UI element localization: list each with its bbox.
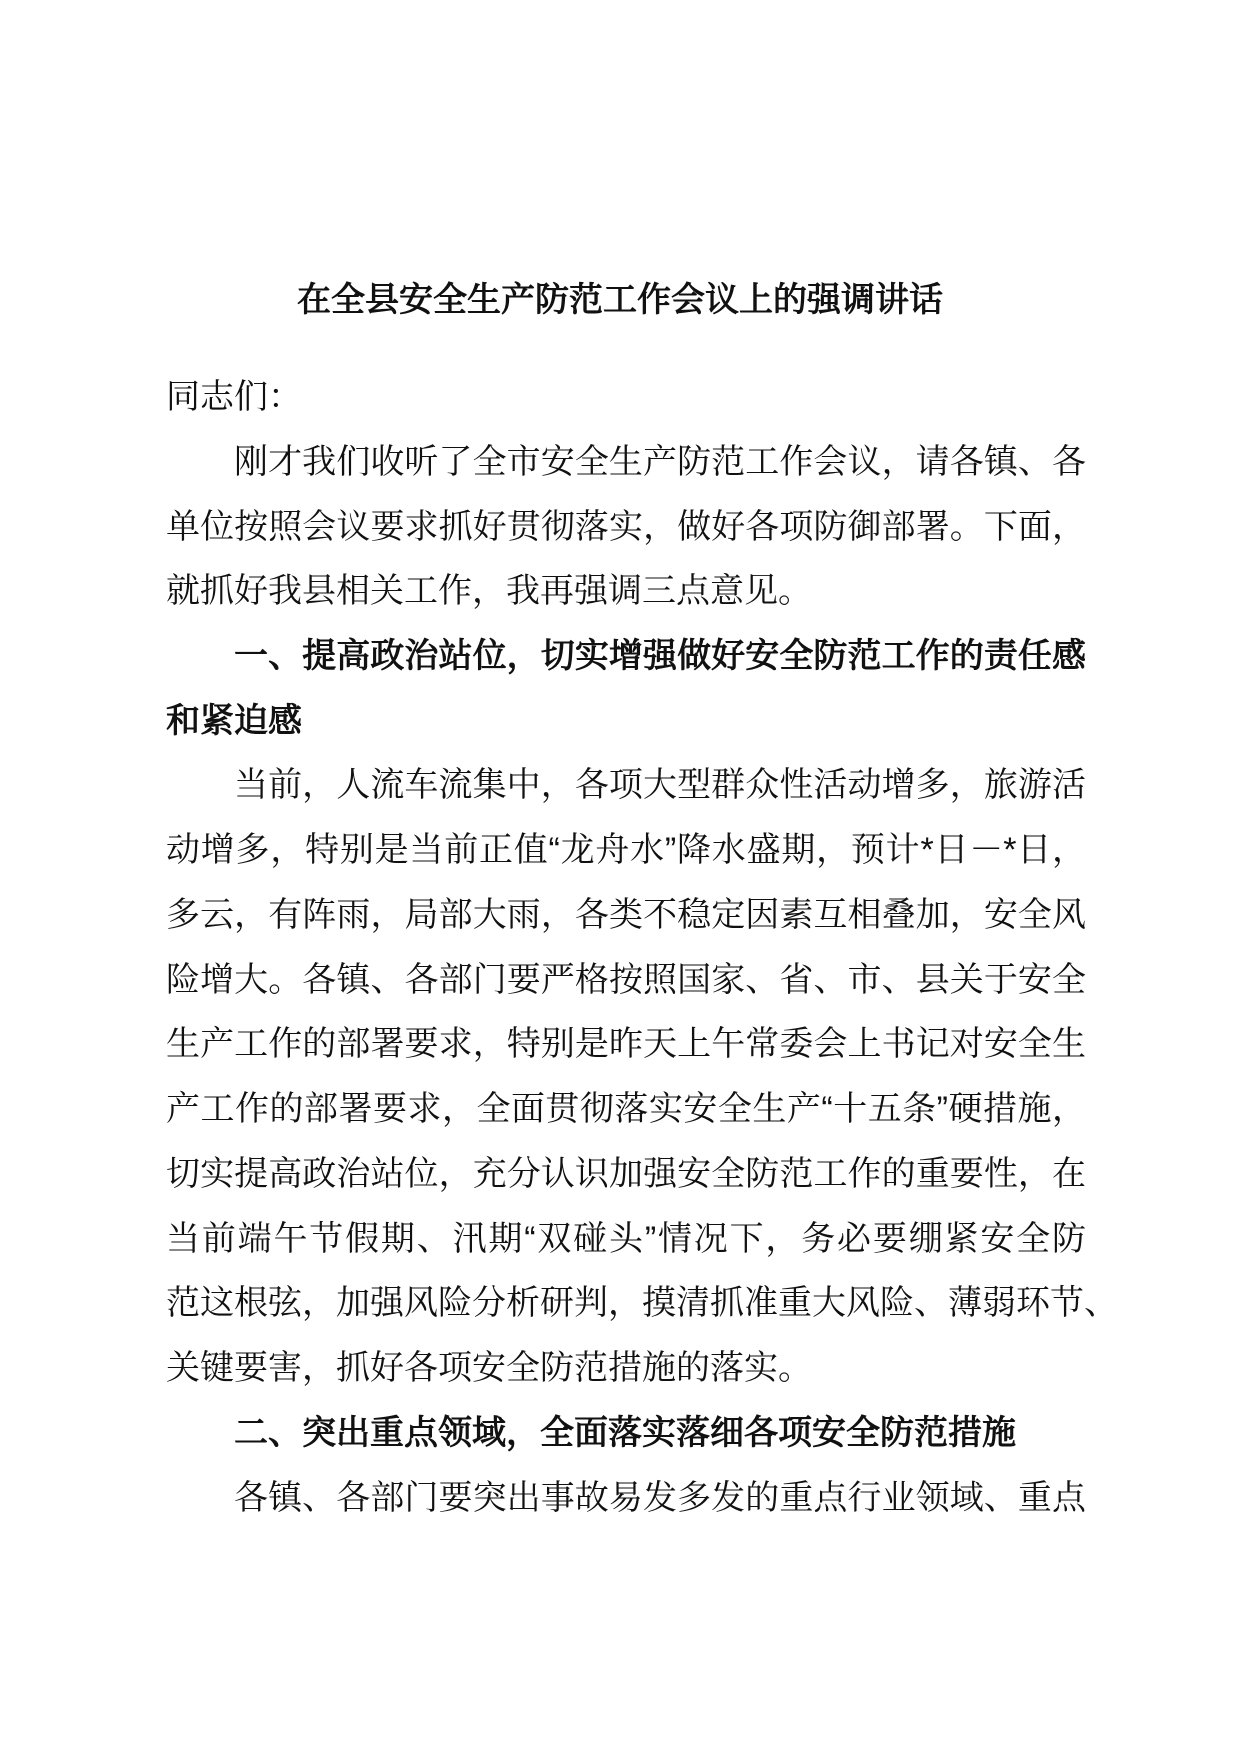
- section-heading-2: 二、突出重点领域，全面落实落细各项安全防范措施: [234, 1414, 1016, 1452]
- paragraph-line: 多云，有阵雨，局部大雨，各类不稳定因素互相叠加，安全风: [166, 896, 1086, 934]
- paragraph-line: 当前端午节假期、汛期“双碰头”情况下，务必要绷紧安全防: [166, 1220, 1086, 1258]
- document-title: 在全县安全生产防范工作会议上的强调讲话: [297, 281, 943, 319]
- paragraph-line: 生产工作的部署要求，特别是昨天上午常委会上书记对安全生: [166, 1025, 1086, 1063]
- paragraph-line: 刚才我们收听了全市安全生产防范工作会议，请各镇、各: [234, 443, 1086, 481]
- section-heading-1-cont: 和紧迫感: [166, 702, 302, 740]
- paragraph-line: 单位按照会议要求抓好贯彻落实，做好各项防御部署。下面，: [166, 508, 1086, 546]
- paragraph-line: 动增多，特别是当前正值“龙舟水”降水盛期，预计*日－*日，: [166, 831, 1086, 869]
- paragraph-line: 险增大。各镇、各部门要严格按照国家、省、市、县关于安全: [166, 961, 1086, 999]
- paragraph-line: 就抓好我县相关工作，我再强调三点意见。: [166, 572, 812, 610]
- paragraph-line: 范这根弦，加强风险分析研判，摸清抓准重大风险、薄弱环节、: [166, 1284, 1118, 1322]
- paragraph-line: 当前，人流车流集中，各项大型群众性活动增多，旅游活: [234, 766, 1086, 804]
- paragraph-line: 切实提高政治站位，充分认识加强安全防范工作的重要性，在: [166, 1155, 1086, 1193]
- section-heading-1: 一、提高政治站位，切实增强做好安全防范工作的责任感: [234, 637, 1086, 675]
- salutation: 同志们：: [166, 378, 302, 416]
- paragraph-line: 各镇、各部门要突出事故易发多发的重点行业领域、重点: [234, 1479, 1086, 1517]
- paragraph-line: 产工作的部署要求，全面贯彻落实安全生产“十五条”硬措施，: [166, 1090, 1086, 1128]
- paragraph-line: 关键要害，抓好各项安全防范措施的落实。: [166, 1349, 812, 1387]
